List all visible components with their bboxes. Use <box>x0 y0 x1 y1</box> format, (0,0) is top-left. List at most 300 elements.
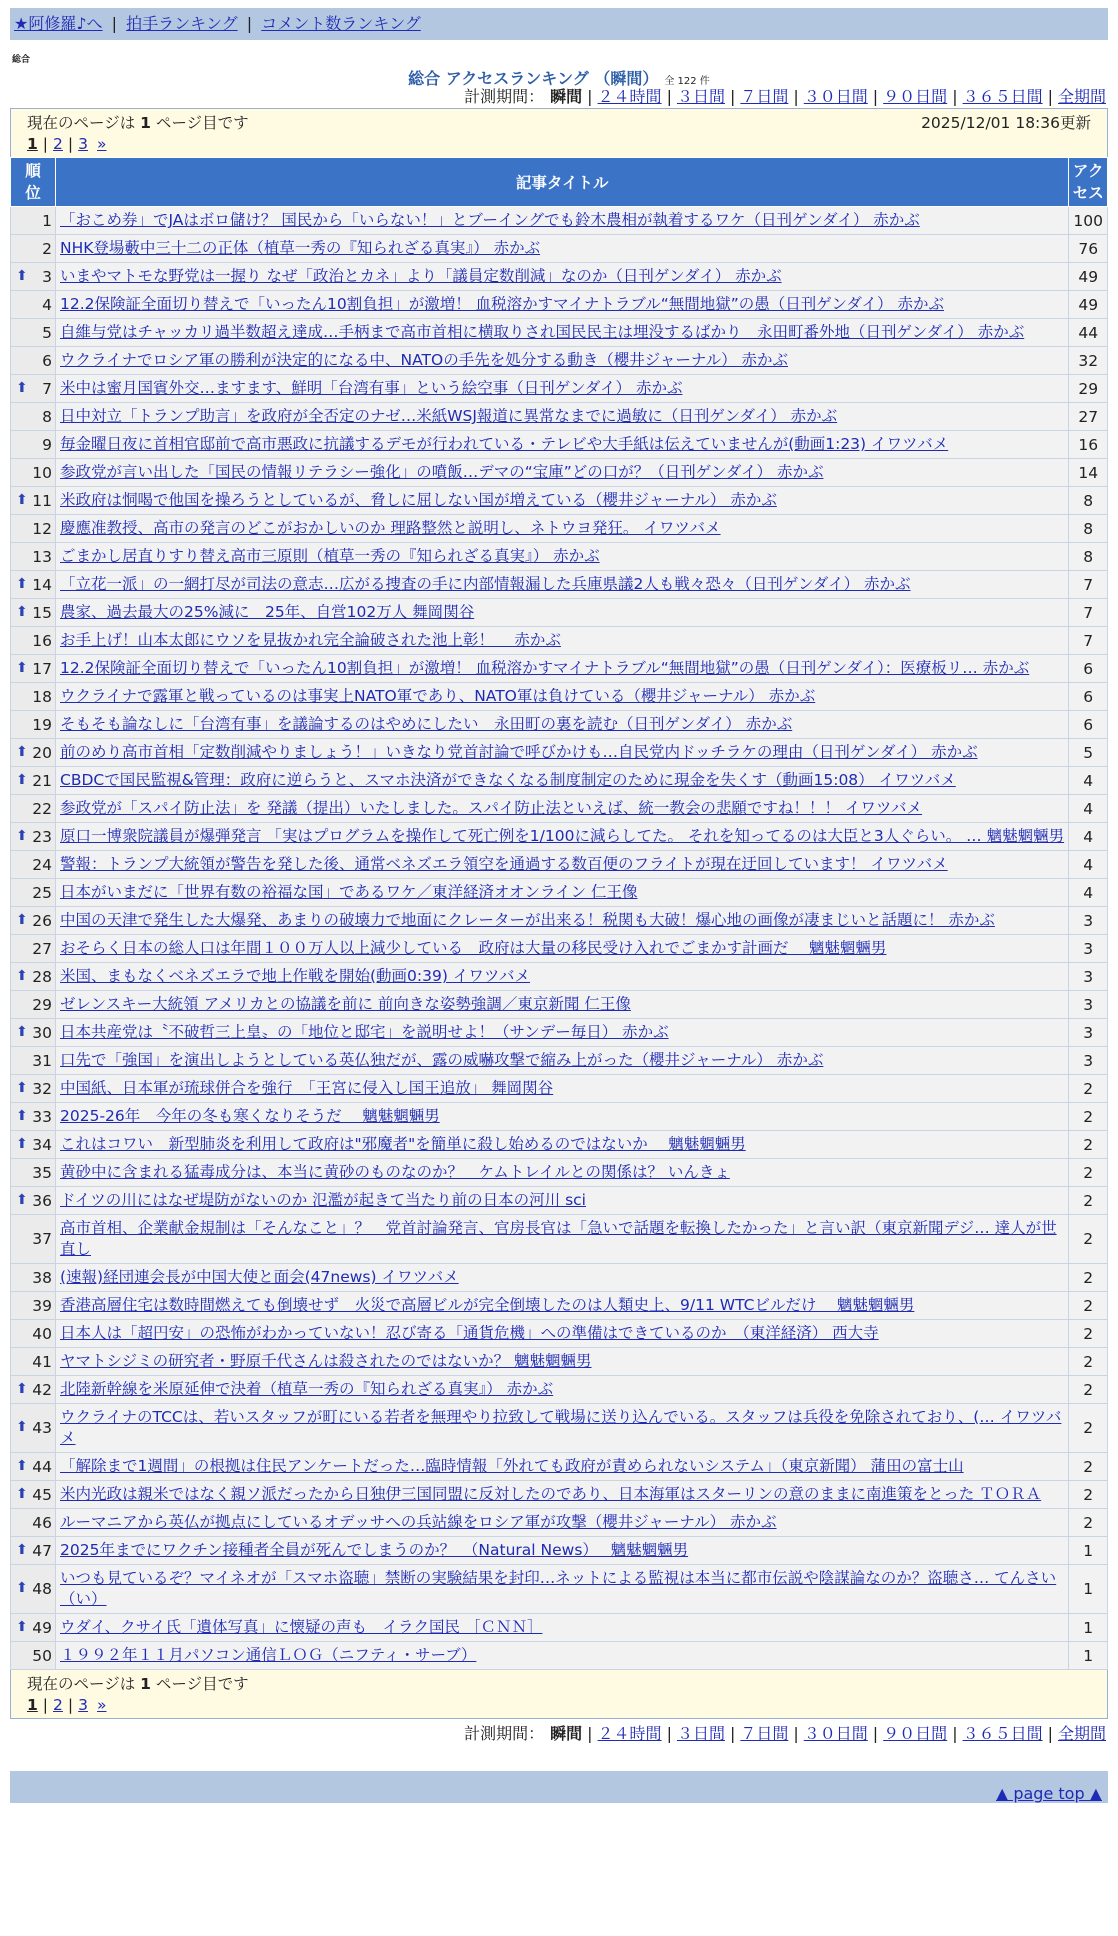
title-cell <box>56 991 1069 1019</box>
access-count: 6 <box>1069 683 1108 711</box>
access-count: 3 <box>1069 907 1108 935</box>
title-cell <box>56 319 1069 347</box>
title-cell <box>56 1159 1069 1187</box>
table-row <box>11 851 1108 879</box>
nav-separator: | <box>246 14 253 33</box>
access-count: 4 <box>1069 851 1108 879</box>
up-arrow-icon: ⬆ <box>16 267 28 284</box>
title-cell <box>56 571 1069 599</box>
rank-number: 49 <box>32 1618 52 1637</box>
rank-cell <box>11 1103 56 1131</box>
up-arrow-icon: ⬆ <box>16 659 28 676</box>
rank-number: 30 <box>32 1023 52 1042</box>
pager-page-link[interactable]: 2 <box>53 135 63 153</box>
article-title-link[interactable]: 米中は蜜月国賓外交…ますます、鮮明「台湾有事」という絵空事（日刊ゲンダイ） 赤かぶ <box>60 379 683 397</box>
page-title: 総合 アクセスランキング （瞬間） <box>408 69 659 88</box>
article-title-link[interactable]: 米内光政は親米ではなく親ソ派だったから日独伊三国同盟に反対したのであり、日本海軍はスターリンの意のままに南進策をとった ＴＯＲＡ <box>60 1485 1042 1503</box>
up-arrow-icon: ⬆ <box>16 1419 28 1435</box>
article-title-link[interactable]: (速報)経団連会長が中国大使と面会(47news) イワツバメ <box>60 1268 459 1286</box>
title-cell <box>56 879 1069 907</box>
article-title-link[interactable]: 北陸新幹線を米原延伸で決着（植草一秀の『知られざる真実』） 赤かぶ <box>60 1380 554 1398</box>
period-link[interactable]: ２４時間 <box>597 1724 662 1743</box>
home-link[interactable]: ★阿修羅♪へ <box>14 14 103 33</box>
article-title-link[interactable]: 参政党が「スパイ防止法」を 発議（提出）いたしました。スパイ防止法といえば、統一教会の悲願ですね！！！ イワツバメ <box>60 799 923 817</box>
period-separator: | <box>729 87 736 106</box>
title-cell <box>56 235 1069 263</box>
rank-number: 44 <box>32 1457 52 1476</box>
rank-number: 45 <box>32 1485 52 1504</box>
article-title-link[interactable]: 農家、過去最大の25%減に 25年、自営102万人 舞岡関谷 <box>60 603 475 621</box>
up-arrow-icon: ⬆ <box>16 1107 28 1124</box>
table-row <box>11 823 1108 851</box>
page-info-number: 1 <box>140 114 151 132</box>
article-title-link[interactable]: 日本がいまだに「世界有数の裕福な国」であるワケ／東洋経済オオンライン 仁王像 <box>60 883 638 901</box>
article-title-link[interactable]: NHK登場藪中三十二の正体（植草一秀の『知られざる真実』） 赤かぶ <box>60 239 541 257</box>
rank-cell <box>11 1376 56 1404</box>
title-cell <box>56 291 1069 319</box>
rank-cell <box>11 319 56 347</box>
rank-number: 22 <box>32 799 52 818</box>
period-separator: | <box>666 1724 672 1743</box>
title-cell <box>56 627 1069 655</box>
access-count: 1 <box>1069 1614 1108 1642</box>
access-count: 2 <box>1069 1404 1108 1453</box>
period-link[interactable]: 全期間 <box>1057 1724 1106 1743</box>
rank-cell <box>11 711 56 739</box>
access-count: 49 <box>1069 291 1108 319</box>
rank-cell <box>11 571 56 599</box>
period-separator: | <box>872 1724 879 1743</box>
rank-cell <box>11 1348 56 1376</box>
up-arrow-icon: ⬆ <box>16 379 28 396</box>
comment-ranking-link[interactable]: コメント数ランキング <box>261 14 421 33</box>
title-cell <box>56 1103 1069 1131</box>
rank-cell <box>11 459 56 487</box>
table-row <box>11 487 1108 515</box>
pager-current-page[interactable]: 1 <box>27 1696 38 1714</box>
title-cell <box>56 1376 1069 1404</box>
rank-number: 43 <box>32 1419 52 1437</box>
article-title-link[interactable]: いつも見ているぞ？マイネオが「スマホ盗聴」禁断の実験結果を封印…ネットによる監視は本当に都市伝説や陰謀論なのか？盗聴さ… てんさい（い） <box>60 1569 1057 1608</box>
article-title-link[interactable]: 米政府は恫喝で他国を操ろうとしているが、脅しに屈しない国が増えている（櫻井ジャーナル） 赤かぶ <box>60 491 777 509</box>
period-link[interactable]: ２４時間 <box>597 87 662 106</box>
up-arrow-icon: ⬆ <box>16 743 28 760</box>
rank-cell <box>11 347 56 375</box>
article-title-link[interactable]: 香港高層住宅は数時間燃えても倒壊せず 火災で高層ビルが完全倒壊したのは人類史上、9/11 WTCビルだけ 魑魅魍魎男 <box>60 1296 915 1314</box>
up-arrow-icon: ⬆ <box>16 911 28 928</box>
table-row <box>11 1376 1108 1404</box>
rank-number: 11 <box>32 491 52 510</box>
article-title-link[interactable]: 「立花一派」の一網打尽が司法の意志…広がる捜査の手に内部情報漏した兵庫県議2人も戦々恐々（日刊ゲンダイ） 赤かぶ <box>60 575 911 593</box>
table-row <box>11 683 1108 711</box>
rank-number: 42 <box>32 1380 52 1399</box>
pager-bottom <box>11 1696 1108 1719</box>
rank-cell <box>11 963 56 991</box>
page-info-suffix: ページ目です <box>155 114 249 132</box>
title-cell <box>56 515 1069 543</box>
article-title-link[interactable]: ウクライナのTCCは、若いスタッフが町にいる若者を無理やり拉致して戦場に送り込んでいる。スタッフは兵役を免除されており、(… イワツバメ <box>60 1408 1062 1447</box>
header-title: 記事タイトル <box>56 158 1069 207</box>
access-count: 2 <box>1069 1131 1108 1159</box>
period-label: 計測期間： <box>464 87 545 106</box>
title-cell <box>56 739 1069 767</box>
title-cell <box>56 963 1069 991</box>
rank-cell <box>11 1047 56 1075</box>
title-cell <box>56 1565 1069 1614</box>
pager-next-link[interactable]: » <box>97 1696 107 1714</box>
title-cell <box>56 1642 1069 1670</box>
access-count: 2 <box>1069 1187 1108 1215</box>
rank-number: 47 <box>32 1541 52 1560</box>
table-row <box>11 935 1108 963</box>
table-row <box>11 263 1108 291</box>
article-title-link[interactable]: いまやマトモな野党は一握り なぜ「政治とカネ」より「議員定数削減」なのか（日刊ゲンダイ） 赤かぶ <box>60 267 782 285</box>
table-row <box>11 767 1108 795</box>
title-cell <box>56 1264 1069 1292</box>
rank-number: 7 <box>42 379 52 398</box>
table-row <box>11 1509 1108 1537</box>
article-title-link[interactable]: 「おこめ券」でJAはボロ儲け？ 国民から「いらない！」とブーイングでも鈴木農相が執着するワケ（日刊ゲンダイ） 赤かぶ <box>60 211 920 229</box>
title-cell <box>56 935 1069 963</box>
rank-cell <box>11 1075 56 1103</box>
access-count: 49 <box>1069 263 1108 291</box>
title-cell <box>56 1537 1069 1565</box>
pager <box>11 135 1108 158</box>
article-title-link[interactable]: 日本人は「超円安」の恐怖がわかっていない！忍び寄る「通貨危機」への準備はできているのか （東洋経済） 西大寺 <box>60 1324 879 1342</box>
title-cell <box>56 1348 1069 1376</box>
period-link[interactable]: ３０日間 <box>803 1724 868 1743</box>
table-row <box>11 1642 1108 1670</box>
access-count: 5 <box>1069 739 1108 767</box>
access-count: 14 <box>1069 459 1108 487</box>
period-link[interactable]: ３日間 <box>676 87 725 106</box>
rank-number: 17 <box>32 659 52 678</box>
article-title-link[interactable]: 米国、まもなくベネズエラで地上作戦を開始(動画0:39) イワツバメ <box>60 967 531 985</box>
period-separator: | <box>952 1724 958 1743</box>
article-title-link[interactable]: ウダイ、クサイ氏「遺体写真」に懐疑の声も イラク国民 ［ＣＮＮ］ <box>60 1618 543 1636</box>
article-title-link[interactable]: 黄砂中に含まれる猛毒成分は、本当に黄砂のものなのか？ ケムトレイルとの関係は？ いんきょ <box>60 1163 730 1181</box>
period-separator: | <box>666 87 672 106</box>
up-arrow-icon: ⬆ <box>16 827 28 844</box>
rank-number: 14 <box>32 575 52 594</box>
article-title-link[interactable]: 警報：トランプ大統領が警告を発した後、通常ベネズエラ領空を通過する数百便のフライトが現在迂回しています！ イワツバメ <box>60 855 948 873</box>
rank-cell <box>11 683 56 711</box>
period-separator: | <box>952 87 958 106</box>
article-title-link[interactable]: 参政党が言い出した「国民の情報リテラシー強化」の噴飯…デマの“宝庫”どの口が？（日刊ゲンダイ） 赤かぶ <box>60 463 824 481</box>
rank-number: 32 <box>32 1079 52 1098</box>
article-title-link[interactable]: 前のめり高市首相「定数削減やりましょう！」いきなり党首討論で呼びかけも…自民党内ドッチラケの理由（日刊ゲンダイ） 赤かぶ <box>60 743 978 761</box>
rank-cell <box>11 1537 56 1565</box>
rank-number: 20 <box>32 743 52 762</box>
article-title-link[interactable]: これはコワい 新型肺炎を利用して政府は"邪魔者"を簡単に殺し始めるのではないか 魑魅魍魎男 <box>60 1135 746 1153</box>
article-title-link[interactable]: ウクライナで露軍と戦っているのは事実上NATO軍であり、NATO軍は負けている（櫻井ジャーナル） 赤かぶ <box>60 687 816 705</box>
title-cell <box>56 767 1069 795</box>
title-cell <box>56 263 1069 291</box>
clap-ranking-link[interactable]: 拍手ランキング <box>126 14 238 33</box>
period-separator: | <box>587 1724 593 1743</box>
rank-number: 1 <box>42 211 52 230</box>
up-arrow-icon: ⬆ <box>16 1618 28 1635</box>
article-title-link[interactable]: 12.2保険証全面切り替えで「いったん10割負担」が激増！ 血税溶かすマイナトラブル“無間地獄”の愚（日刊ゲンダイ）：医療板リ… 赤かぶ <box>60 659 1030 677</box>
rank-number: 25 <box>32 883 52 902</box>
title-cell <box>56 1509 1069 1537</box>
access-count: 2 <box>1069 1215 1108 1264</box>
header-rank <box>11 158 56 207</box>
article-title-link[interactable]: 慶應准教授、高市の発言のどこがおかしいのか 理路整然と説明し、ネトウヨ発狂。 イワツバメ <box>60 519 721 537</box>
table-row <box>11 1292 1108 1320</box>
access-count: 2 <box>1069 1264 1108 1292</box>
rank-number: 16 <box>32 631 52 650</box>
rank-number: 48 <box>32 1580 52 1598</box>
pager-page-link[interactable]: 2 <box>53 1696 63 1714</box>
rank-cell <box>11 403 56 431</box>
rank-number: 10 <box>32 463 52 482</box>
article-title-link[interactable]: ゼレンスキー大統領 アメリカとの協議を前に 前向きな姿勢強調／東京新聞 仁王像 <box>60 995 631 1013</box>
period-separator: | <box>872 87 879 106</box>
up-arrow-icon: ⬆ <box>16 1541 28 1558</box>
article-title-link[interactable]: ドイツの川にはなぜ堤防がないのか 氾濫が起きて当たり前の日本の河川 sci <box>60 1191 586 1209</box>
up-arrow-icon: ⬆ <box>16 1191 28 1208</box>
pager-separator: | <box>67 1696 74 1714</box>
article-title-link[interactable]: 口先で「強国」を演出しようとしている英仏独だが、露の威嚇攻撃で縮み上がった（櫻井ジャーナル） 赤かぶ <box>60 1051 824 1069</box>
pager-separator: | <box>42 135 49 153</box>
title-cell <box>56 1215 1069 1264</box>
rank-number: 38 <box>32 1268 52 1287</box>
access-count: 27 <box>1069 403 1108 431</box>
title-cell <box>56 459 1069 487</box>
rank-cell <box>11 1404 56 1453</box>
period-link[interactable]: ３６５日間 <box>962 1724 1043 1743</box>
rank-cell <box>11 1614 56 1642</box>
table-row <box>11 879 1108 907</box>
rank-cell <box>11 767 56 795</box>
table-row <box>11 991 1108 1019</box>
footer-bar <box>10 1771 1108 1803</box>
article-title-link[interactable]: 日本共産党は〝不破哲三上皇〟の「地位と邸宅」を説明せよ！（サンデー毎日） 赤かぶ <box>60 1023 669 1041</box>
period-link[interactable]: ３０日間 <box>803 87 868 106</box>
title-cell <box>56 431 1069 459</box>
access-count: 7 <box>1069 627 1108 655</box>
title-cell <box>56 347 1069 375</box>
period-link[interactable]: ７日間 <box>740 87 789 106</box>
header-access <box>1069 158 1108 207</box>
title-cell <box>56 403 1069 431</box>
article-title-link[interactable]: １９９２年１１月パソコン通信ＬＯＧ（ニフティ・サーブ） <box>60 1646 477 1664</box>
rank-number: 21 <box>32 771 52 790</box>
rank-cell <box>11 1565 56 1614</box>
rank-cell <box>11 991 56 1019</box>
table-row <box>11 1348 1108 1376</box>
period-link[interactable]: ３日間 <box>676 1724 725 1743</box>
access-count: 3 <box>1069 963 1108 991</box>
article-title-link[interactable]: そもそも論なしに「台湾有事」を議論するのはやめにしたい 永田町の裏を読む（日刊ゲンダイ） 赤かぶ <box>60 715 793 733</box>
table-row <box>11 963 1108 991</box>
table-row <box>11 599 1108 627</box>
pager-page-link[interactable]: 3 <box>78 135 89 153</box>
title-cell <box>56 487 1069 515</box>
article-title-link[interactable]: 2025-26年 今年の冬も寒くなりそうだ 魑魅魍魎男 <box>60 1107 440 1125</box>
article-title-link[interactable]: 自維与党はチャッカリ過半数超え達成…手柄まで高市首相に横取りされ国民民主は埋没するばかり 永田町番外地（日刊ゲンダイ） 赤かぶ <box>60 323 1025 341</box>
rank-cell <box>11 1453 56 1481</box>
table-row <box>11 1215 1108 1264</box>
period-selector-bottom <box>10 1723 1108 1745</box>
table-row <box>11 375 1108 403</box>
section-label: 総合 <box>12 55 31 65</box>
rank-cell <box>11 655 56 683</box>
access-count: 2 <box>1069 1159 1108 1187</box>
top-nav-bar <box>10 8 1108 40</box>
table-row <box>11 1019 1108 1047</box>
rank-number: 28 <box>32 967 52 986</box>
rank-number: 4 <box>42 295 52 314</box>
rank-number: 33 <box>32 1107 52 1126</box>
page-info-number: 1 <box>140 1675 151 1693</box>
period-link[interactable]: ９０日間 <box>883 87 948 106</box>
article-title-link[interactable]: ウクライナでロシア軍の勝利が決定的になる中、NATOの手先を処分する動き（櫻井ジャーナル） 赤かぶ <box>60 351 789 369</box>
period-link[interactable]: 全期間 <box>1057 87 1106 106</box>
article-title-link[interactable]: ルーマニアから英仏が拠点にしているオデッサへの兵站線をロシア軍が攻撃（櫻井ジャーナル） 赤かぶ <box>60 1513 777 1531</box>
title-cell <box>56 655 1069 683</box>
table-row <box>11 1075 1108 1103</box>
rank-cell <box>11 823 56 851</box>
period-label: 計測期間： <box>464 1724 545 1743</box>
access-count: 1 <box>1069 1565 1108 1614</box>
pager-current-page[interactable]: 1 <box>27 135 38 153</box>
rank-number: 8 <box>42 407 52 426</box>
rank-number: 46 <box>32 1513 52 1532</box>
rank-number: 9 <box>42 435 52 454</box>
article-title-link[interactable]: 中国紙、日本軍が琉球併合を強行 「王宮に侵入し国王追放」 舞岡関谷 <box>60 1079 554 1097</box>
rank-cell <box>11 599 56 627</box>
article-title-link[interactable]: 中国の天津で発生した大爆発、あまりの破壊力で地面にクレーターが出来る！税関も大破！爆心地の画像が凄まじいと話題に！ 赤かぶ <box>60 911 995 929</box>
article-title-link[interactable]: 高市首相、企業献金規制は「そんなこと」？ 党首討論発言、官房長官は「急いで話題を転換したかった」と言い訳（東京新聞デジ… 達人が世直し <box>60 1219 1057 1258</box>
access-count: 1 <box>1069 1537 1108 1565</box>
period-current: 瞬間 <box>550 87 583 106</box>
article-title-link[interactable]: 「解除まで1週間」の根拠は住民アンケートだった…臨時情報「外れても政府が責められないシステム」（東京新聞） 蒲田の富士山 <box>60 1457 964 1475</box>
access-count: 8 <box>1069 487 1108 515</box>
article-title-link[interactable]: ごまかし居直りすり替え高市三原則（植草一秀の『知られざる真実』） 赤かぶ <box>60 547 600 565</box>
table-header-row <box>11 158 1108 207</box>
up-arrow-icon: ⬆ <box>16 603 28 620</box>
page-info-prefix: 現在のページは <box>27 1675 136 1693</box>
table-row <box>11 347 1108 375</box>
pager-next-link[interactable]: » <box>97 135 107 153</box>
table-row <box>11 1404 1108 1453</box>
period-link[interactable]: ３６５日間 <box>962 87 1043 106</box>
page-info-row-bottom <box>11 1670 1108 1697</box>
table-row <box>11 1047 1108 1075</box>
table-row <box>11 291 1108 319</box>
title-cell <box>56 1131 1069 1159</box>
rank-number: 35 <box>32 1163 52 1182</box>
page-info-row <box>11 109 1108 136</box>
rank-cell <box>11 1264 56 1292</box>
access-count: 3 <box>1069 935 1108 963</box>
updated-timestamp: 2025/12/01 18:36更新 <box>921 114 1091 132</box>
up-arrow-icon: ⬆ <box>16 771 28 788</box>
access-count: 2 <box>1069 1103 1108 1131</box>
table-row <box>11 1481 1108 1509</box>
access-count: 4 <box>1069 795 1108 823</box>
title-cell <box>56 907 1069 935</box>
access-count: 2 <box>1069 1481 1108 1509</box>
rank-cell <box>11 1159 56 1187</box>
rank-cell <box>11 851 56 879</box>
up-arrow-icon: ⬆ <box>16 575 28 592</box>
period-separator: | <box>729 1724 736 1743</box>
title-cell <box>56 851 1069 879</box>
rank-number: 12 <box>32 519 52 538</box>
rank-cell <box>11 291 56 319</box>
pager-row <box>11 135 1108 158</box>
page-info-prefix: 現在のページは <box>27 114 136 132</box>
article-title-link[interactable]: 12.2保険証全面切り替えで「いったん10割負担」が激増！ 血税溶かすマイナトラブル“無間地獄”の愚（日刊ゲンダイ） 赤かぶ <box>60 295 944 313</box>
title-cell <box>56 795 1069 823</box>
rank-number: 26 <box>32 911 52 930</box>
page-top-link[interactable]: ▲ page top ▲ <box>995 1784 1102 1803</box>
table-row <box>11 1614 1108 1642</box>
access-count: 2 <box>1069 1509 1108 1537</box>
rank-number: 15 <box>32 603 52 622</box>
table-row <box>11 795 1108 823</box>
rank-cell <box>11 1320 56 1348</box>
article-title-link[interactable]: おそらく日本の総人口は年間１００万人以上減少している 政府は大量の移民受け入れでごまかす計画だ 魑魅魍魎男 <box>60 939 887 957</box>
article-title-link[interactable]: CBDCで国民監視&管理：政府に逆らうと、スマホ決済ができなくなる制度制定のために現金を失くす（動画15:08） イワツバメ <box>60 771 956 789</box>
page-info-bottom <box>27 1672 249 1694</box>
title-cell <box>56 711 1069 739</box>
table-row <box>11 319 1108 347</box>
table-row <box>11 1159 1108 1187</box>
pager-page-link[interactable]: 3 <box>78 1696 89 1714</box>
ranking-table <box>10 108 1108 1719</box>
article-title-link[interactable]: 毎金曜日夜に首相官邸前で高市悪政に抗議するデモが行われている・テレビや大手紙は伝えていませんが(動画1:23) イワツバメ <box>60 435 949 453</box>
access-count: 29 <box>1069 375 1108 403</box>
article-title-link[interactable]: ヤマトシジミの研究者・野原千代さんは殺されたのではないか？ 魑魅魍魎男 <box>60 1352 592 1370</box>
period-link[interactable]: ７日間 <box>740 1724 789 1743</box>
article-title-link[interactable]: 2025年までにワクチン接種者全員が死んでしまうのか？ （Natural News） 魑魅魍魎男 <box>60 1541 689 1559</box>
access-count: 6 <box>1069 655 1108 683</box>
table-row <box>11 459 1108 487</box>
rank-cell <box>11 207 56 235</box>
rank-number: 29 <box>32 995 52 1014</box>
page-info <box>27 111 249 133</box>
up-arrow-icon: ⬆ <box>16 1380 28 1397</box>
title-cell <box>56 599 1069 627</box>
up-arrow-icon: ⬆ <box>16 1079 28 1096</box>
title-cell <box>56 207 1069 235</box>
rank-cell <box>11 879 56 907</box>
rank-number: 3 <box>42 267 52 286</box>
header-rank-label: 順位 <box>25 162 41 202</box>
rank-cell <box>11 795 56 823</box>
table-row <box>11 739 1108 767</box>
article-title-link[interactable]: お手上げ！山本太郎にウソを見抜かれ完全論破された池上彰！ 赤かぶ <box>60 631 561 649</box>
article-title-link[interactable]: 日中対立「トランプ助言」を政府が全否定のナゼ…米紙WSJ報道に異常なまでに過敏に（日刊ゲンダイ） 赤かぶ <box>60 407 838 425</box>
table-row <box>11 515 1108 543</box>
rank-number: 34 <box>32 1135 52 1154</box>
period-link[interactable]: ９０日間 <box>883 1724 948 1743</box>
table-row <box>11 571 1108 599</box>
title-cell <box>56 823 1069 851</box>
rank-number: 39 <box>32 1296 52 1315</box>
access-count: 2 <box>1069 1292 1108 1320</box>
rank-cell <box>11 375 56 403</box>
rank-number: 50 <box>32 1646 52 1665</box>
up-arrow-icon: ⬆ <box>16 1485 28 1502</box>
title-cell <box>56 1614 1069 1642</box>
article-title-link[interactable]: 原口一博衆院議員が爆弾発言 「実はプログラムを操作して死亡例を1/100に減らしてた。 それを知ってるのは大臣と3人ぐらい。 … 魑魅魍魎男 <box>60 827 1065 845</box>
period-selector <box>10 86 1108 108</box>
